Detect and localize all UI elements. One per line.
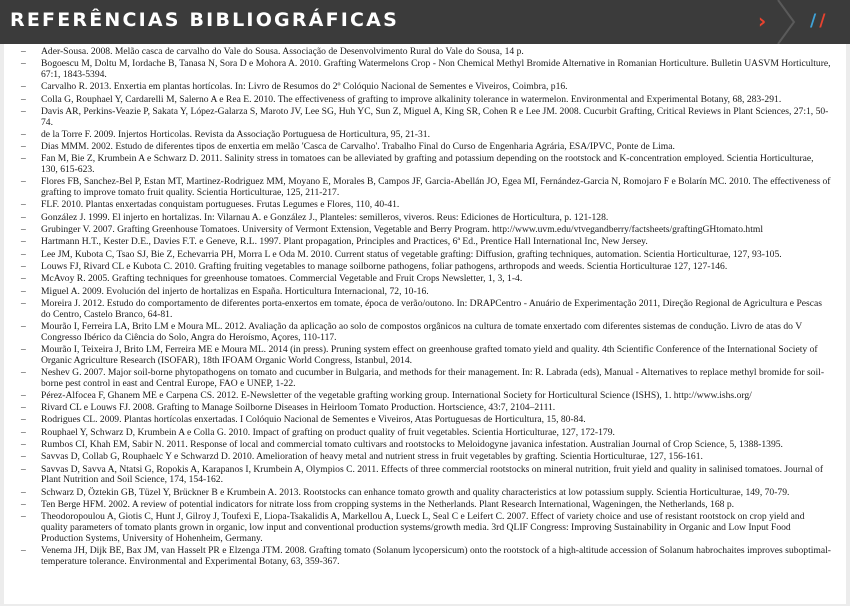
bullet-dash: – (21, 176, 26, 188)
bullet-dash: – (21, 285, 26, 297)
arrow-divider-icon (772, 0, 800, 44)
bullet-dash: – (21, 260, 26, 272)
bullet-dash: – (21, 199, 26, 211)
bullet-dash: – (21, 343, 26, 355)
reference-item (4, 440, 846, 451)
reference-item (4, 177, 846, 198)
blue-slash-icon: / (810, 11, 817, 31)
reference-item (4, 465, 846, 486)
reference-text: Mourão I, Ferreira LA, Brito LM e Moura ML. 2012. Avaliação da aplicação ao solo de compostos orgânicos na cultura de tomate enxertado com diferentes sistemas de condução. Livro de atas do V Congresso Ibérico da Ciência do Solo, Angra do Heroísmo, Açores, 110-117. (41, 320, 802, 343)
references-page (4, 44, 846, 604)
reference-item (4, 391, 846, 402)
reference-item (4, 428, 846, 439)
reference-item (4, 250, 846, 261)
bullet-dash: – (21, 297, 26, 309)
bullet-dash: – (21, 426, 26, 438)
reference-item (4, 82, 846, 93)
reference-text: FLF. 2010. Plantas enxertadas conquistam portugueses. Frutas Legumes e Flores, 110, 40-41. (41, 199, 400, 211)
bullet-dash: – (21, 58, 26, 70)
reference-text: Fan M, Bie Z, Krumbein A e Schwarz D. 2011. Salinity stress in tomatoes can be alleviated by grafting and potassium depending on the rootstock and K-concentration employed. Scientia Horticulturae, 130, 615-623. (41, 153, 814, 176)
bullet-dash: – (21, 463, 26, 475)
slash-accent-icon (810, 11, 825, 31)
reference-item (4, 130, 846, 141)
reference-item (4, 59, 846, 80)
bullet-dash: – (21, 414, 26, 426)
reference-text: Hartmann H.T., Kester D.E., Davies F.T. e Geneve, R.L. 1997. Plant propagation, Principles and Practices, 6ª Ed., Prentice Hall International Inc, New Jersey. (41, 236, 648, 248)
reference-item (4, 47, 846, 58)
reference-text: Rouphael Y, Schwarz D, Krumbein A e Colla G. 2010. Impact of grafting on product quality of fruit vegetables. Scientia Horticulturae, 127, 172-179. (41, 426, 615, 438)
reference-text: de la Torre F. 2009. Injertos Horticolas. Revista da Associação Portuguesa de Horticultura, 95, 21-31. (41, 128, 430, 140)
reference-item (4, 142, 846, 153)
reference-item (4, 274, 846, 285)
bullet-dash: – (21, 46, 26, 57)
reference-item (4, 403, 846, 414)
reference-item (4, 345, 846, 366)
bullet-dash: – (21, 128, 26, 140)
bullet-dash: – (21, 236, 26, 248)
reference-text: Savvas D, Savva A, Ntatsi G, Ropokis A, Karapanos I, Krumbein A, Olympios C. 2011. Effects of three commercial rootstocks on mineral nutrition, fruit yield and quality in salinised tomatoes. Journal of Plant Nutrition and Soil Science, 174, 154-162. (41, 463, 824, 486)
reference-text: Dias MMM. 2002. Estudo de diferentes tipos de enxertia em melão 'Casca de Carvalho'. Trabalho Final do Curso de Engenharia Agrária, ESA/IPVC, Ponte de Lima. (41, 141, 675, 153)
bullet-dash: – (21, 81, 26, 93)
reference-item (4, 237, 846, 248)
reference-item (4, 213, 846, 224)
bullet-dash: – (21, 544, 26, 556)
reference-item (4, 154, 846, 175)
reference-text: Pérez-Alfocea F, Ghanem ME e Carpena CS. 2012. E-Newsletter of the vegetable grafting working group. International Society for Horticultural Science (ISHS), 1. http://www.ishs.org/ (41, 389, 752, 401)
reference-item (4, 546, 846, 567)
reference-text: Miguel A. 2009. Evolución del injerto de hortalizas en España. Horticultura Internacional, 72, 10-16. (41, 285, 429, 297)
bullet-dash: – (21, 273, 26, 285)
bullet-dash: – (21, 389, 26, 401)
bullet-dash: – (21, 141, 26, 153)
reference-text: Louws FJ, Rivard CL e Kubota C. 2010. Grafting fruiting vegetables to manage soilborne pathogens, foliar pathogens, arthropods and weeds. Scientia Horticulturae 127, 127-146. (41, 260, 728, 272)
reference-item (4, 107, 846, 128)
bullet-dash: – (21, 402, 26, 414)
reference-text: Rumbos CI, Khah EM, Sabir N. 2011. Response of local and commercial tomato cultivars and rootstocks to Meloidogyne javanica infestation. Australian Journal of Crop Science, 5, 1388-1395. (41, 439, 783, 451)
reference-item (4, 95, 846, 106)
reference-item (4, 322, 846, 343)
bullet-dash: – (21, 211, 26, 223)
bullet-dash: – (21, 486, 26, 498)
red-slash-icon: / (819, 11, 826, 31)
reference-text: Venema JH, Dijk BE, Bax JM, van Hasselt PR e Elzenga JTM. 2008. Grafting tomato (Solanum lycopersicum) onto the rootstock of a high-altitude accession of Solanum habrochaites improves suboptimal-temperature tolerance. Environmental and Experimental Botany, 63, 359-367. (41, 544, 831, 567)
page-title: REFERÊNCIAS BIBLIOGRÁFICAS (10, 9, 399, 31)
bullet-dash: – (21, 105, 26, 117)
bullet-dash: – (21, 366, 26, 378)
reference-text: Moreira J. 2012. Estudo do comportamento de diferentes porta-enxertos em tomate, época de verão/outono. In: DRAPCentro - Anuário de Experimentação 2011, Direção Regional de Agricultura e Pescas do Centro, Castelo Branco, 64-81. (41, 297, 823, 320)
reference-text: Savvas D, Collab G, Rouphaelc Y e Schwarzd D. 2010. Amelioration of heavy metal and nutrient stress in fruit vegetables by grafting. Scientia Horticulturae, 127, 156-161. (41, 451, 703, 463)
bullet-dash: – (21, 498, 26, 510)
reference-text: Davis AR, Perkins-Veazie P, Sakata Y, López-Galarza S, Maroto JV, Lee SG, Huh YC, Sun Z, Miguel A, King SR, Cohen R e Lee JM. 2008. Cucurbit Grafting, Critical Reviews in Plant Sciences, 27:1, 50-74. (41, 105, 829, 128)
reference-text: Theodoropoulou A, Giotis C, Hunt J, Gilroy J, Toufexi E, Liopa-Tsakalidis A, Markellou A, Lueck L, Seal C e Leifert C. 2007. Effect of variety choice and use of resistant rootstock on crop yield and quality parameters of tomato plants grown in organic, low input and conventional production systems/growth media. 3rd QLIF Congress: Improving Sustainability in Organic and Low Input Food Production Systems, University of Hohenheim, Germany. (41, 511, 805, 544)
bullet-dash: – (21, 439, 26, 451)
reference-text: Bogoescu M, Doltu M, Iordache B, Tanasa N, Sora D e Mohora A. 2010. Grafting Watermelons Crop - Non Chemical Methyl Bromide Alternative in Romanian Horticulture. Bulletin UASVM Horticulture, 67:1, 1843-5394. (41, 58, 831, 80)
reference-text: McAvoy R. 2005. Grafting techniques for greenhouse tomatoes. Commercial Vegetable and Fruit Crops Newsletter, 1, 3, 1-4. (41, 273, 523, 285)
reference-item (4, 299, 846, 320)
reference-item (4, 287, 846, 298)
reference-text: Ader-Sousa. 2008. Melão casca de carvalho do Vale do Sousa. Associação de Desenvolvimento Rural do Vale do Sousa, 14 p. (41, 46, 524, 57)
reference-item (4, 452, 846, 463)
reference-item (4, 225, 846, 236)
chevron-right-icon: › (758, 9, 767, 33)
reference-item (4, 262, 846, 273)
reference-text: González J. 1999. El injerto en hortalizas. In: Vilarnau A. e González J., Planteles: semilleros, viveros. Reus: Ediciones de Horticultura, p. 121-128. (41, 211, 609, 223)
reference-item (4, 415, 846, 426)
reference-text: Flores FB, Sanchez-Bel P, Estan MT, Martinez-Rodriguez MM, Moyano E, Morales B, Campos JF, Garcia-Abellán JO, Egea MI, Fernández-Garcia N, Romojaro F e Bolarín MC. 2010. The effectiveness of grafting to improve tomato fruit quality. Scientia Horticulturae, 125, 211-217. (41, 176, 831, 199)
bullet-dash: – (21, 248, 26, 260)
header-bar (0, 0, 850, 44)
reference-text: Rivard CL e Louws FJ. 2008. Grafting to Manage Soilborne Diseases in Heirloom Tomato Production. Hortscience, 43:7, 2104–2111. (41, 402, 556, 414)
reference-text: Colla G, Rouphael Y, Cardarelli M, Salerno A e Rea E. 2010. The effectiveness of grafting to improve alkalinity tolerance in watermelon. Environmental and Experimental Botany, 68, 283-291. (41, 93, 782, 105)
reference-text: Rodrigues CL. 2009. Plantas hortícolas enxertadas. I Colóquio Nacional de Sementes e Viveiros, Atas Portuguesas de Horticultura, 15, 80-84. (41, 414, 586, 426)
bullet-dash: – (21, 224, 26, 236)
reference-item (4, 500, 846, 511)
reference-text: Mourão I, Teixeira J, Brito LM, Ferreira ME e Moura ML. 2014 (in press). Pruning system effect on greenhouse grafted tomato yield and quality. 4th Scientific Conference of the International Society of Organic Agriculture Research (ISOFAR), 18th IFOAM Organic World Congress, Istanbul, 2014. (41, 343, 818, 366)
bullet-dash: – (21, 320, 26, 332)
bullet-dash: – (21, 511, 26, 523)
reference-item (4, 368, 846, 389)
reference-text: Carvalho R. 2013. Enxertia em plantas hortícolas. In: Livro de Resumos do 2º Colóquio Nacional de Sementes e Viveiros, Coimbra, p16. (41, 81, 568, 93)
bullet-dash: – (21, 153, 26, 165)
reference-text: Grubinger V. 2007. Grafting Greenhouse Tomatoes. University of Vermont Extension, Vegetable and Berry Program. http://www.uvm.edu/vtvegandberry/factsheets/graftingGHtomato.html (41, 224, 763, 236)
reference-text: Neshev G. 2007. Major soil-borne phytopathogens on tomato and cucumber in Bulgaria, and methods for their management. In: R. Labrada (eds), Manual - Alternatives to replace methyl bromide for soil-borne pest control in east and Central Europe, FAO e UNEP, 1-22. (41, 366, 825, 389)
reference-list (4, 44, 846, 567)
reference-item (4, 512, 846, 544)
reference-item (4, 488, 846, 499)
reference-text: Ten Berge HFM. 2002. A review of potential indicators for nitrate loss from cropping systems in the Netherlands. Plant Research International, Wageningen, the Netherlands, 168 p. (41, 498, 735, 510)
reference-item (4, 200, 846, 211)
reference-text: Schwarz D, Öztekin GB, Tüzel Y, Brückner B e Krumbein A. 2013. Rootstocks can enhance tomato growth and quality characteristics at low potassium supply. Scientia Horticulturae, 149, 70-79. (41, 486, 790, 498)
bullet-dash: – (21, 93, 26, 105)
bullet-dash: – (21, 451, 26, 463)
reference-text: Lee JM, Kubota C, Tsao SJ, Bie Z, Echevarria PH, Morra L e Oda M. 2010. Current status of vegetable grafting: Diffusion, grafting techniques, automation. Scientia Horticulturae, 127, 93-105. (41, 248, 782, 260)
